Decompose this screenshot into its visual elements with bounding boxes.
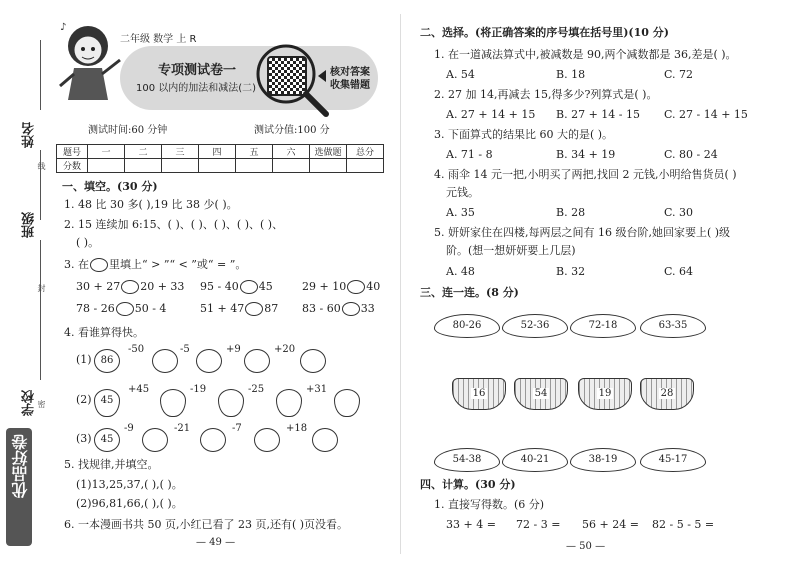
cartoon-girl-icon (54, 16, 126, 116)
question-5b: (2)96,81,66,( ),( )。 (76, 497, 183, 510)
pear-blank[interactable] (334, 389, 360, 417)
test-title: 专项测试卷一 (158, 63, 237, 78)
brand-logo (6, 428, 32, 546)
score-table-header: 三 (162, 145, 199, 159)
score-table-header: 二 (125, 145, 162, 159)
chain-op: -5 (180, 344, 190, 355)
choice-option[interactable]: A. 48 (446, 265, 475, 278)
question-2-line2: ( )。 (76, 236, 100, 249)
question-1: 1. 48 比 30 多( ),19 比 38 少( )。 (64, 198, 238, 211)
choice-option[interactable]: C. 80 - 24 (664, 148, 718, 161)
chain-op: -21 (174, 423, 191, 434)
chain-op: +45 (128, 384, 150, 395)
score-table-header: 六 (273, 145, 310, 159)
basket-number: 54 (534, 388, 548, 399)
score-table-header: 题号 (57, 145, 88, 159)
question-3-title (64, 258, 246, 272)
chain-op: -7 (232, 423, 242, 434)
calc-item[interactable]: 33 + 4 = (446, 518, 496, 531)
compare-circle-input[interactable] (116, 302, 134, 316)
chain-op: -50 (128, 344, 145, 355)
compare-item: 95 - 40 45 (200, 280, 273, 293)
compare-item: 78 - 26 50 - 4 (76, 302, 167, 315)
score-cell[interactable] (273, 159, 310, 173)
calc-item[interactable]: 56 + 24 = (582, 518, 639, 531)
binding-line (40, 40, 41, 110)
choice-q5-stem2: 阶。(想一想妍妍要上几层) (446, 244, 576, 257)
pear-blank[interactable] (276, 389, 302, 417)
question-5a: (1)13,25,37,( ),( )。 (76, 478, 183, 491)
choice-option[interactable]: A. 71 - 8 (446, 148, 493, 161)
leaf-expression[interactable]: 72-18 (570, 314, 636, 338)
question-4-title: 4. 看谁算得快。 (64, 326, 144, 339)
brand-logo-text: 优品好卷 (11, 434, 30, 498)
basket[interactable] (640, 378, 694, 410)
binding-char: 密 (37, 400, 46, 408)
compare-item: 83 - 60 33 (302, 302, 375, 315)
question-5-title: 5. 找规律,并填空。 (64, 458, 159, 471)
choice-option[interactable]: C. 72 (664, 68, 694, 81)
page-divider (400, 14, 401, 554)
compare-circle-input[interactable] (347, 280, 365, 294)
choice-option[interactable]: A. 54 (446, 68, 475, 81)
basket[interactable] (514, 378, 568, 410)
circle-blank-icon (90, 258, 108, 272)
chain-row-label: (2) (76, 393, 92, 406)
chain-row-label: (3) (76, 432, 92, 445)
choice-option[interactable]: B. 32 (556, 265, 586, 278)
apple-start: 86 (94, 349, 120, 373)
choice-option[interactable]: C. 27 - 14 + 15 (664, 108, 748, 121)
qr-callout-line1: 核对答案 (330, 67, 370, 78)
apple-blank[interactable] (152, 349, 178, 373)
test-subtitle: 100 以内的加法和减法(二) (136, 83, 257, 94)
question-2-line1: 2. 15 连续加 6:15、( )、( )、( )、( )、( )、 (64, 218, 284, 231)
leaf-expression[interactable]: 38-19 (570, 448, 636, 472)
score-table-header: 总分 (347, 145, 384, 159)
score-table-header: 五 (236, 145, 273, 159)
binding-char: 线 (37, 162, 46, 170)
question-3-title-end: 里填上“ > ”“ < ”或“ = ”。 (109, 258, 247, 271)
apple-blank[interactable] (300, 349, 326, 373)
choice-q2-stem: 2. 27 加 14,再减去 15,得多少?列算式是( )。 (434, 88, 658, 101)
chain-op: -19 (190, 384, 207, 395)
orange-start: 45 (94, 428, 120, 452)
chain-op: -25 (248, 384, 265, 395)
orange-blank[interactable] (142, 428, 168, 452)
compare-circle-input[interactable] (240, 280, 258, 294)
compare-item: 51 + 47 87 (200, 302, 279, 315)
chain-op: +31 (306, 384, 328, 395)
page-number-left: — 49 — (196, 537, 236, 548)
orange-blank[interactable] (200, 428, 226, 452)
section1-title: 一、填空。(30 分) (62, 180, 158, 193)
score-table-header: 一 (88, 145, 125, 159)
leaf-expression[interactable]: 45-17 (640, 448, 706, 472)
binding-char: 封 (37, 284, 46, 292)
score-cell[interactable] (347, 159, 384, 173)
choice-q1-stem: 1. 在一道减法算式中,被减数是 90,两个减数都是 36,差是( )。 (434, 48, 737, 61)
question-6: 6. 一本漫画书共 50 页,小红已看了 23 页,还有( )页没看。 (64, 518, 349, 531)
score-table-header: 四 (199, 145, 236, 159)
score-cell[interactable] (125, 159, 162, 173)
chain-op: -9 (124, 423, 134, 434)
svg-text:♪: ♪ (60, 22, 67, 33)
leaf-expression[interactable]: 80-26 (434, 314, 500, 338)
leaf-expression[interactable]: 40-21 (502, 448, 568, 472)
choice-option[interactable]: A. 27 + 14 + 15 (446, 108, 536, 121)
chain-row-label: (1) (76, 353, 92, 366)
basket-number: 19 (598, 388, 612, 399)
question-3-title-start: 3. 在 (64, 258, 89, 271)
score-cell[interactable] (162, 159, 199, 173)
score-table (56, 144, 384, 173)
test-score: 测试分值:100 分 (254, 125, 330, 136)
leaf-expression[interactable]: 52-36 (502, 314, 568, 338)
section4-title: 四、计算。(30 分) (420, 478, 516, 491)
choice-option[interactable]: C. 64 (664, 265, 694, 278)
choice-option[interactable]: A. 35 (446, 206, 475, 219)
chain-op: +9 (226, 344, 241, 355)
basket[interactable] (578, 378, 632, 410)
class-label: 班级 (22, 212, 37, 238)
grade-text: 二年级 数学 上 R (120, 34, 197, 45)
calc-item[interactable]: 72 - 3 = (516, 518, 561, 531)
basket[interactable] (452, 378, 506, 410)
choice-option[interactable]: B. 27 + 14 - 15 (556, 108, 640, 121)
pear-start: 45 (94, 389, 120, 417)
compare-item: 29 + 10 40 (302, 280, 381, 293)
choice-option[interactable]: B. 34 + 19 (556, 148, 616, 161)
compare-item: 30 + 27 20 + 33 (76, 280, 185, 293)
choice-q3-stem: 3. 下面算式的结果比 60 大的是( )。 (434, 128, 614, 141)
pear-blank[interactable] (218, 389, 244, 417)
compare-circle-input[interactable] (245, 302, 263, 316)
binding-line (40, 150, 41, 220)
compare-circle-input[interactable] (121, 280, 139, 294)
choice-q4-stem2: 元钱。 (446, 186, 479, 199)
score-cell[interactable] (310, 159, 347, 173)
score-cell[interactable] (88, 159, 125, 173)
section2-title: 二、选择。(将正确答案的序号填在括号里)(10 分) (420, 26, 669, 39)
score-cell[interactable] (199, 159, 236, 173)
orange-blank[interactable] (312, 428, 338, 452)
calc-title: 1. 直接写得数。(6 分) (434, 498, 545, 511)
name-label: 姓名 (22, 122, 37, 148)
test-time: 测试时间:60 分钟 (88, 125, 168, 136)
chain-op: +18 (286, 423, 308, 434)
binding-line (40, 240, 41, 380)
choice-option[interactable]: B. 28 (556, 206, 586, 219)
choice-q5-stem: 5. 妍妍家住在四楼,每两层之间有 16 级台阶,她回家要上( )级 (434, 226, 731, 239)
apple-blank[interactable] (196, 349, 222, 373)
score-table-header: 选做题 (310, 145, 347, 159)
leaf-expression[interactable]: 54-38 (434, 448, 500, 472)
choice-option[interactable]: C. 30 (664, 206, 694, 219)
choice-option[interactable]: B. 18 (556, 68, 586, 81)
leaf-expression[interactable]: 63-35 (640, 314, 706, 338)
pear-blank[interactable] (160, 389, 186, 417)
qr-callout-arrow-icon (318, 70, 326, 82)
basket-number: 28 (660, 388, 674, 399)
score-table-row-label: 分数 (57, 159, 88, 173)
qr-callout-line2: 收集错题 (330, 80, 370, 91)
choice-q4-stem: 4. 雨伞 14 元一把,小明买了两把,找回 2 元钱,小明给售货员( ) (434, 168, 737, 181)
orange-blank[interactable] (254, 428, 280, 452)
school-label: 学校 (22, 390, 37, 416)
calc-item[interactable]: 82 - 5 - 5 = (652, 518, 715, 531)
apple-blank[interactable] (244, 349, 270, 373)
page-number-right: — 50 — (566, 541, 606, 552)
score-cell[interactable] (236, 159, 273, 173)
basket-number: 16 (472, 388, 486, 399)
chain-op: +20 (274, 344, 296, 355)
section3-title: 三、连一连。(8 分) (420, 286, 519, 299)
compare-circle-input[interactable] (342, 302, 360, 316)
